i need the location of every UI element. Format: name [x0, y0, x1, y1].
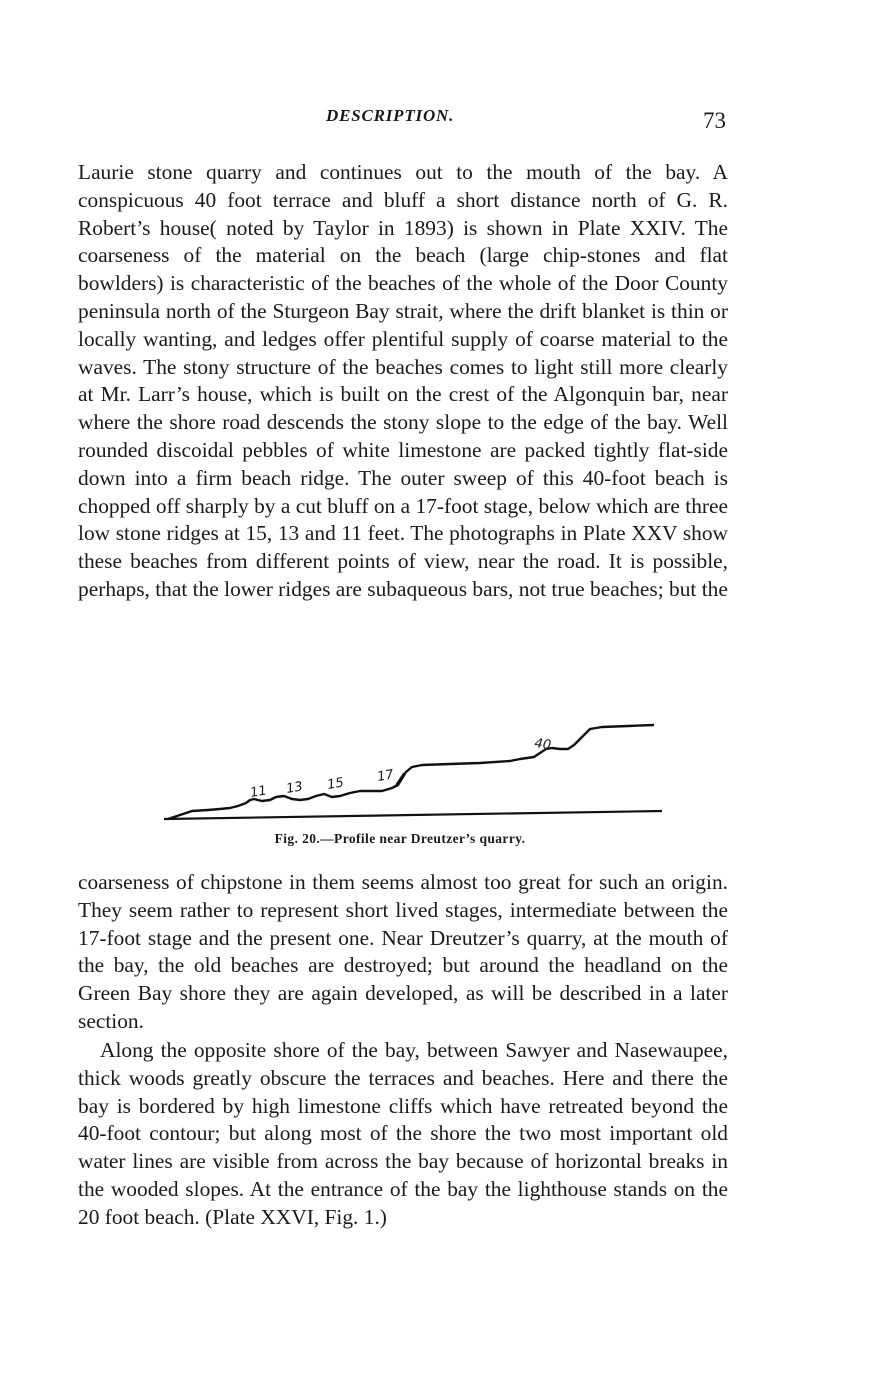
label-15: 15 [326, 775, 345, 793]
page-number: 73 [703, 108, 726, 133]
paragraph-2: coarseness of chipstone in them seems almost too great for such an origin. They seem rather to represent short lived stages, intermediate between the 17-foot stage and the present one. Near Dreutzer’s quarry, at the mouth of the bay, the old beaches are destroyed; but around the headland on the Green Bay shore they are again developed, as will be described in a later section. [78, 870, 728, 1033]
base-line [164, 811, 662, 819]
label-11: 11 [249, 783, 268, 801]
running-head [78, 104, 728, 138]
label-40: 40 [533, 736, 552, 754]
paragraph-3: Along the opposite shore of the bay, between Sawyer and Nasewaupee, thick woods greatly obscure the terraces and beaches. Here and there the bay is bordered by high limestone cliffs which have retreated beyond the 40-foot contour; but along most of the shore the two most important old water lines are visible from across the bay because of horizontal breaks in the wooded slopes. At the entrance of the bay the lighthouse stands on the 20 foot beach. (Plate XXVI, Fig. 1.) [78, 1038, 728, 1229]
figure-20 [150, 715, 670, 855]
paragraph-1: Laurie stone quarry and continues out to the mouth of the bay. A conspicuous 40 foot terrace and bluff a short distance north of G. R. Robert’s house( noted by Taylor in 1893) is shown in Plate XXIV. The coarseness of the material on the beach (large chip-stones and flat bowlders) is characteristic of the beaches of the whole of the Door County peninsula north of the Sturgeon Bay strait, where the drift blanket is thin or locally wanting, and ledges offer plentiful supply of coarse material to the waves. The stony structure of the beaches comes to light still more clearly at Mr. Larr’s house, which is built on the crest of the Algonquin bar, near where the shore road descends the stony slope to the edge of the bay. Well rounded discoidal pebbles of white limestone are packed tightly flat-side down into a firm beach ridge. The outer sweep of this 40-foot beach is chopped off sharply by a cut bluff on a 17-foot stage, below which are three low stone ridges at 15, 13 and 11 feet. The photographs in Plate XXV show these beaches from different points of view, near the road. It is possible, perhaps, that the lower ridges are subaqueous bars, not true beaches; but the [78, 160, 728, 601]
profile-line [168, 725, 654, 819]
section-title: DESCRIPTION. [326, 106, 455, 125]
label-17: 17 [376, 767, 395, 785]
profile-diagram [150, 715, 670, 827]
figure-caption: Fig. 20.—Profile near Dreutzer’s quarry. [274, 831, 526, 846]
label-13: 13 [285, 779, 304, 797]
